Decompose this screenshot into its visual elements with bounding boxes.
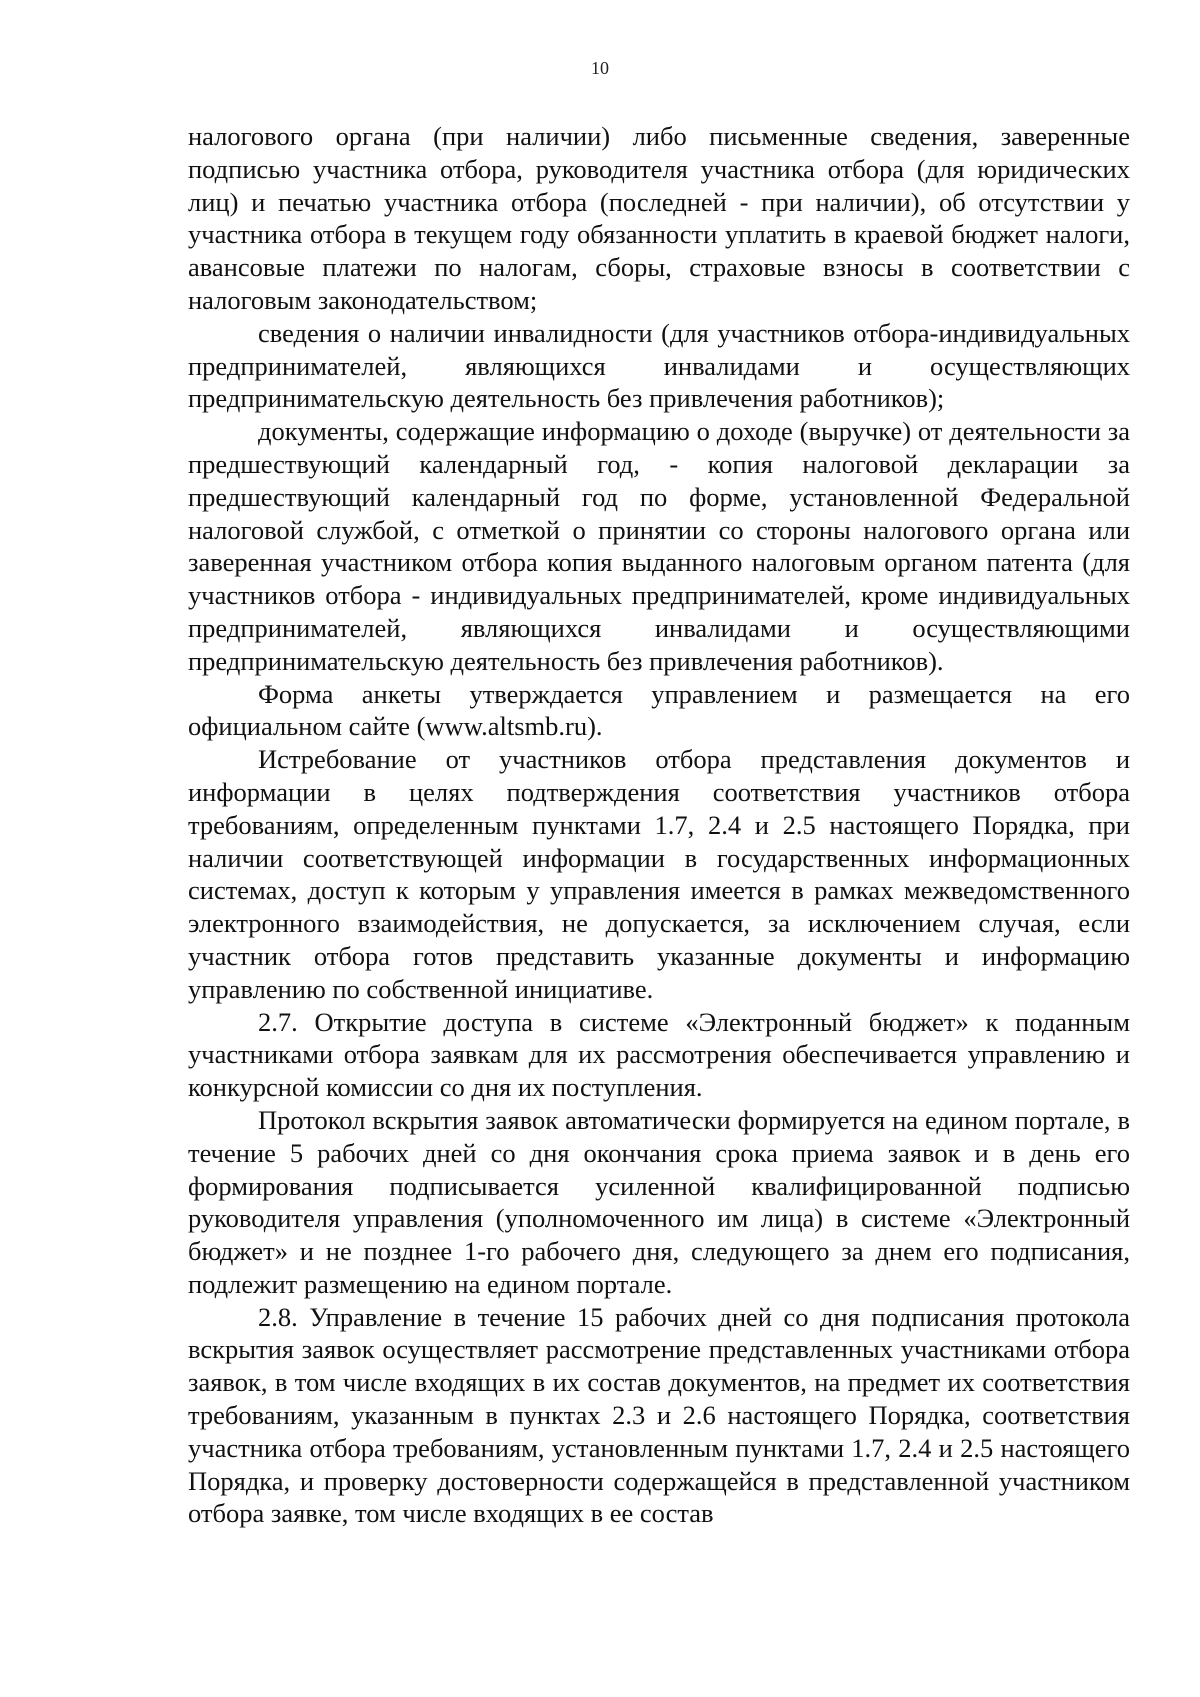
paragraph-section-2-8: 2.8. Управление в течение 15 рабочих дней со дня подписания протокола вскрытия заявок осуществляет рассмотрение представленных участниками отбора заявок, в том числе входящих в их состав документов, на предмет их соответствия требованиям, указанным в пунктах 2.3 и 2.6 настоящего Порядка, соответствия участника отбора требованиям, установленным пунктами 1.7, 2.4 и 2.5 настоящего Порядка, и проверку достоверности содержащейся в представленной участником отбора заявке, том числе входящих в ее состав — [188, 1301, 1130, 1529]
paragraph-tax-certificate: налогового органа (при наличии) либо письменные сведения, заверенные подписью участника отбора, руководителя участника отбора (для юридических лиц) и печатью участника отбора (последней - при наличии), об отсутствии у участника отбора в текущем году обязанности уплатить в краевой бюджет налоги, авансовые платежи по налогам, сборы, страховые взносы в соответствии с налоговым законодательством; — [188, 121, 1130, 315]
paragraph-disability-info: сведения о наличии инвалидности (для участников отбора-индивидуальных предпринимателей, являющихся инвалидами и осуществляющих предпринимательскую деятельность без привлечения работников); — [188, 317, 1130, 414]
page-number: 10 — [591, 58, 609, 78]
paragraph-opening-protocol: Протокол вскрытия заявок автоматически формируется на едином портале, в течение 5 рабочих дней со дня окончания срока приема заявок и в день его формирования подписывается усиленной квалифицированной подписью руководителя управления (уполномоченного им лица) в системе «Электронный бюджет» и не позднее 1-го рабочего дня, следующего за днем его подписания, подлежит размещению на едином портале. — [188, 1104, 1130, 1299]
paragraph-section-2-7: 2.7. Открытие доступа в системе «Электронный бюджет» к поданным участниками отбора заявкам для их рассмотрения обеспечивается управлению и конкурсной комиссии со дня их поступления. — [188, 1006, 1130, 1103]
paragraph-income-documents: документы, содержащие информацию о доходе (выручке) от деятельности за предшествующий календарный год, - копия налоговой декларации за предшествующий календарный год по форме, установленной Федеральной налоговой службой, с отметкой о принятии со стороны налогового органа или заверенная участником отбора копия выданного налоговым органом патента (для участников отбора - индивидуальных предпринимателей, кроме индивидуальных предпринимателей, являющихся инвалидами и осуществляющими предпринимательскую деятельность без привлечения работников). — [188, 416, 1130, 676]
paragraph-questionnaire-form: Форма анкеты утверждается управлением и размещается на его официальном сайте (www.altsmb.ru). — [188, 678, 1130, 742]
document-body — [188, 120, 1130, 1530]
paragraph-document-request: Истребование от участников отбора представления документов и информации в целях подтверждения соответствия участников отбора требованиям, определенным пунктами 1.7, 2.4 и 2.5 настоящего Порядка, при наличии соответствующей информации в государственных информационных системах, доступ к которым у управления имеется в рамках межведомственного электронного взаимодействия, не допускается, за исключением случая, если участник отбора готов представить указанные документы и информацию управлению по собственной инициативе. — [188, 744, 1130, 1004]
